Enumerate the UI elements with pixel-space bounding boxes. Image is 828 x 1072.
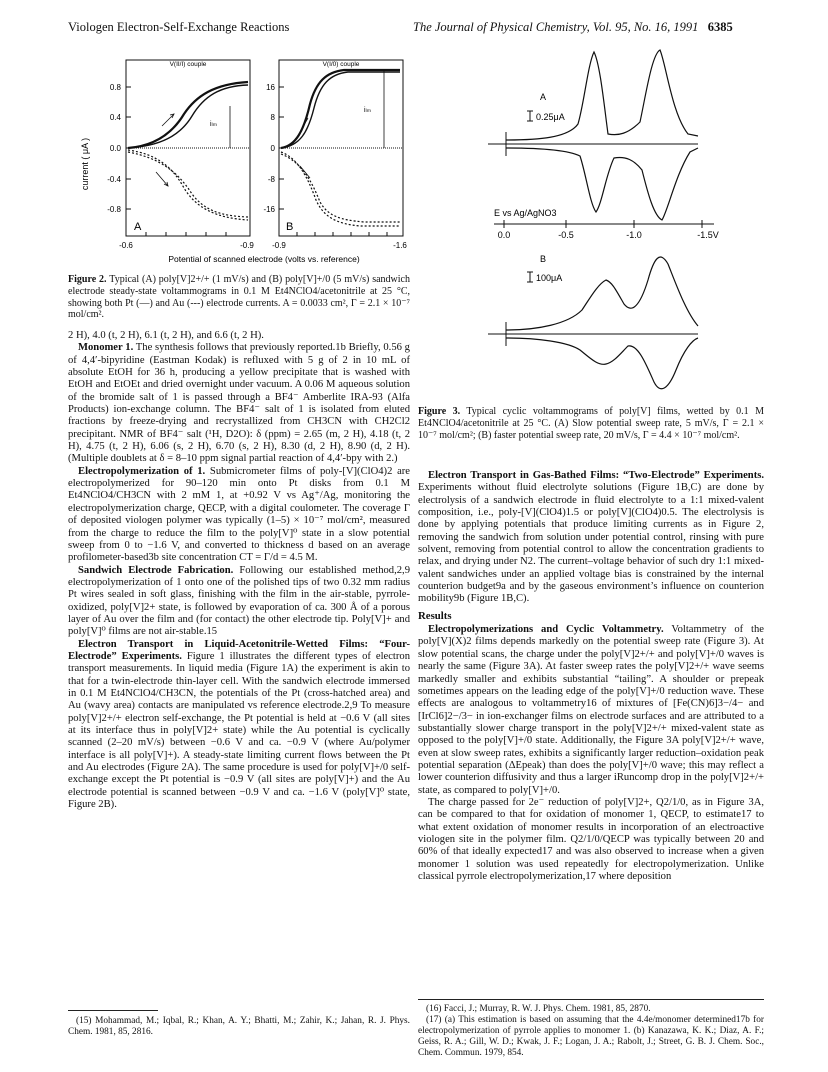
fig3-xtick: -0.5	[558, 230, 574, 240]
paragraph: Electropolymerizations and Cyclic Voltammetry. Voltammetry of the poly[V](X)2 films depends markedly on the potential sweep rate (Figure 3). At slow potential scans, the charge under the poly[V]2+/+ and poly[V]+/0 waves is nearly the same (Figure 3A). At faster sweep rates the poly[V]2+/+ wave seems markedly smaller and exhibits substantial “tailing”. A shoulder or prepeak sometimes appears on the leading edge of the poly[V]+/0 reduction wave. These effects are analogous to voltammetry16 of mixtures of [Fe(CN)6]3−/4− and [IrCl6]2−/3− in ion-exchanger films on electrode surfaces and are attributed to a substantially slower charge transport in the poly[V]2+/+ mixed-valent state as opposed to the poly[V]+/0 state. Additionally, the Figure 3A poly[V]2+/+ wave, even at slow sweep rates, exhibits a significantly larger reduction–oxidation peak potential separation (ΔEpeak) than does the poly[V]+/0 wave; this may reflect a lower counterion diffusivity and thus a larger iRuncomp drop in the poly[V]2+/+ state, as compared to poly[V]+/0.	[418, 624, 764, 796]
fig3-axis-label: E vs Ag/AgNO3	[494, 208, 557, 218]
fig2a-y-ticks	[107, 83, 121, 214]
fig2-y-label: current ( μA )	[80, 137, 90, 191]
fig2a-xtick: -0.9	[240, 241, 254, 250]
fig2a-xtick: -0.6	[119, 241, 133, 250]
fig2a-letter: A	[134, 221, 142, 233]
fig2b-ytick: -8	[267, 175, 275, 184]
fig2b-xtick: -1.6	[393, 241, 407, 250]
fig3-xtick: -1.5V	[697, 230, 719, 240]
fig2b-letter: B	[286, 221, 294, 233]
fig3-xtick: -1.0	[626, 230, 642, 240]
fig2b-top-label: V(I/0) couple	[322, 61, 360, 68]
fig2b-ytick: 0	[270, 144, 275, 153]
fig3a-letter: A	[540, 92, 547, 102]
fig2b-ytick: 16	[266, 83, 275, 92]
paragraph: Monomer 1. The synthesis follows that previously reported.1b Briefly, 0.56 g of 4,4′-bipyridine (Eastman Kodak) is refluxed with 5 g of 2 in 10 mL of absolute EtOH for 36 h, producing a yellow precipitate that is washed with EtOH and EtOEt and dried overnight under vacuum. A 0.06 M aqueous solution of the bromide salt of 1 is passed through a BF4⁻ Amberlite IRA-93 (Alfa Products) ion-exchange column. The BF4⁻ salt of 1 is isolated from eluted fractions by freeze-drying and recrystallized from CH3CN with CH2Cl2 precipitant. NMR of BF4⁻ salt (¹H, D2O): δ (ppm) = 2.65 (m, 2 H), 4.18 (t, 2 H), 4.75 (t, 2 H), 6.06 (s, 2 H), 6.70 (s, 2 H), 8.30 (d, 2 H), 8.90 (d, 2 H). (Multiple doublets at δ = 8–10 ppm signal partial reaction of 4,4′-bpy with 2.)	[68, 342, 410, 465]
right-footnotes	[418, 1004, 764, 1059]
fig3b-letter: B	[540, 254, 547, 264]
page-number: 6385	[707, 20, 733, 34]
paragraph: Electron Transport in Gas-Bathed Films: “Two-Electrode” Experiments. Experiments without fluid electrolyte solutions (Figure 1B,C) are done by electrolysis of a sandwich electrode in fluid electrolyte to a 1:1 mixed-valent composition, i.e., poly-[V](ClO4)1.5 or poly[V](ClO4)0.5. The electrolysis is done by applying potentials that produce limiting currents as in Figure 2, removing the sandwich from solution under potential control, rinsing with pure solvent, removing from potential control to allow the concentration gradients to relax, and drying under N2. The current–voltage behavior of such dry 1:1 mixed-valent sandwiches under an applied voltage bias is constrained by the internal counterion budget9a and by the gaseous environment’s influence on counterion mobility9b (Figure 1B,C).	[418, 470, 764, 605]
footnote-15: (15) Mohammad, M.; Iqbal, R.; Khan, A. Y.; Bhatti, M.; Zahir, K.; Jahan, R. J. Phys. Chem. 1981, 85, 2816.	[68, 1016, 410, 1037]
fig3-potential-axis	[494, 208, 719, 240]
footnote-17: (17) (a) This estimation is based on assuming that the 4.4e/monomer determined17b for electropolymerization of pyrrole applies to monomer 1. (b) Kanazawa, K. K.; Diaz, A. F.; Geiss, R. A.; Gill, W. D.; Kwak, J. F.; Logan, J. A.; Rabolt, J.; Street, G. B. J. Chem. Soc., Chem. Commun. 1979, 854.	[418, 1015, 764, 1058]
fig3-panel-b	[488, 254, 698, 389]
fig2a-top-label: V(II/I) couple	[169, 61, 207, 68]
fig2-panel-b	[263, 60, 407, 250]
fig2b-xtick: -0.9	[272, 241, 286, 250]
fig3-xtick: 0.0	[497, 230, 511, 240]
figure-3-caption: Figure 3. Typical cyclic voltammograms of poly[V] films, wetted by 0.1 M Et4NClO4/acetonitrile at 25 °C. (A) Slow potential sweep rate, 5 mV/s, Γ = 2.1 × 10⁻⁷ mol/cm²; (B) faster potential sweep rate, 20 mV/s, Γ = 4.4 × 10⁻⁷ mol/cm².	[418, 406, 764, 441]
fig2a-ilm-label: iₗₘ	[210, 121, 218, 128]
paragraph: 2 H), 4.0 (t, 2 H), 6.1 (t, 2 H), and 6.6 (t, 2 H).	[68, 330, 264, 341]
fig2b-y-ticks	[263, 83, 275, 214]
fig3-panel-a	[488, 50, 698, 220]
fig2a-ytick: 0.0	[109, 144, 121, 153]
fig2-x-label: Potential of scanned electrode (volts vs. reference)	[168, 254, 360, 264]
footnote-16: (16) Facci, J.; Murray, R. W. J. Phys. Chem. 1981, 85, 2870.	[426, 1004, 651, 1014]
figure-2-caption: Figure 2. Typical (A) poly[V]2+/+ (1 mV/s) and (B) poly[V]+/0 (5 mV/s) sandwich electrode steady-state voltammograms in 0.1 M Et4NClO4/acetonitrile at 25 °C, showing both Pt (—) and Au (---) electrode currents. A = 0.0033 cm², Γ = 2.1 × 10⁻⁷ mol/cm².	[68, 274, 410, 321]
fig2b-ilm-label: iₗₘ	[364, 107, 372, 114]
fig2-panel-a	[107, 60, 254, 250]
left-column	[68, 330, 410, 811]
paragraph: Electron Transport in Liquid-Acetonitrile-Wetted Films: “Four-Electrode” Experiments. Figure 1 illustrates the different types of electron transport measurements. In liquid media (Figure 1A) the experiment is akin to that for a twin-electrode thin-layer cell. With the sandwich electrode immersed in 0.1 M Et4NClO4/CH3CN, the potentials of the Pt (cross-hatched area) and Au (wavy area) contacts are manipulated vs reference electrode.2,9 To measure poly[V]2+/+ electron self-exchange, the Pt potential is held at −0.6 V (all sites at its interface thus in poly[V]2+ state) while the Au potential is cyclically scanned (2–20 mV/s) between −0.6 V and ca. −0.9 V (where Au/polymer interface is all poly[V]+). A steady-state limiting current flows between the Pt and Au electrodes (Figure 2A). The same procedure is used for poly[V]+/0 self-exchange except the Pt potential is −0.9 V (all sites are poly[V]+) and the Au electrode potential is scanned between −0.9 V and ca. −1.6 V (poly[V]⁰ state, Figure 2B).	[68, 638, 410, 811]
fig2a-ytick: 0.8	[109, 83, 121, 92]
section-heading-results: Results	[418, 609, 452, 622]
fig3b-scale: 100μA	[536, 273, 563, 283]
left-footnotes	[68, 1016, 410, 1038]
paragraph: The charge passed for 2e⁻ reduction of poly[V]2+, Q2/1/0, as in Figure 3A, can be compared to that for oxidation of monomer 1, QECP, to estimate17 to what extent oxidation of monomer results in incorporation of an electroactive viologen site in the polymer film. Q2/1/0/QECP was typically between 20 and 60% of that ideally expected17 and was also observed to increase when a given monomer 1 solution was used repeatedly for electropolymerization. Unlike classical pyrrole electropolymerization,17 where deposition	[418, 796, 764, 882]
fig2a-ytick: 0.4	[109, 113, 121, 122]
fig2a-ytick: -0.8	[107, 205, 121, 214]
figure-2	[64, 54, 414, 274]
fig2b-ytick: 8	[270, 113, 275, 122]
fig2b-ytick: -16	[263, 205, 275, 214]
fig2a-ytick: -0.4	[107, 175, 121, 184]
paragraph: Electropolymerization of 1. Submicrometer films of poly-[V](ClO4)2 are electropolymerized for 90–120 min onto Pt disks from 0.1 M Et4NClO4/CH3CN with 2 mM 1, at +0.92 V vs Ag⁺/Ag, monitoring the electropolymerization charge, QECP, with a digital coulometer. The coverage Γ of deposited viologen polymer was typically (1–5) × 10⁻⁷ mol/cm², measured from the charge to reduce the film to the poly[V]⁰ state in a slow potential sweep from 0 to −1.6 V, and converted to thickness d based on an average profilometer-based3b site concentration CT = Γ/d = 4.5 M.	[68, 465, 411, 564]
right-column	[418, 470, 764, 883]
paragraph: Sandwich Electrode Fabrication. Following our established method,2,9 electropolymerization of 1 onto one of the polished tips of two 0.32 mm radius Pt wires sealed in soft glass, finishing with the film in the air-stable, pyrrole-oxidized, poly[V]2+ state, is followed by evaporation of ca. 300 Å of a porous layer of Au over the film and (for contact) the other electrode tip. Poly[V]+ and poly[V]⁰ films are not air-stable.15	[68, 564, 410, 638]
running-head: Viologen Electron-Self-Exchange Reactions	[68, 20, 290, 34]
journal-citation: The Journal of Physical Chemistry, Vol. 95, No. 16, 1991 6385	[413, 20, 733, 34]
footnote-rule-right	[418, 999, 764, 1000]
footnote-rule-left	[68, 1010, 158, 1011]
fig3a-scale: 0.25μA	[536, 112, 565, 122]
